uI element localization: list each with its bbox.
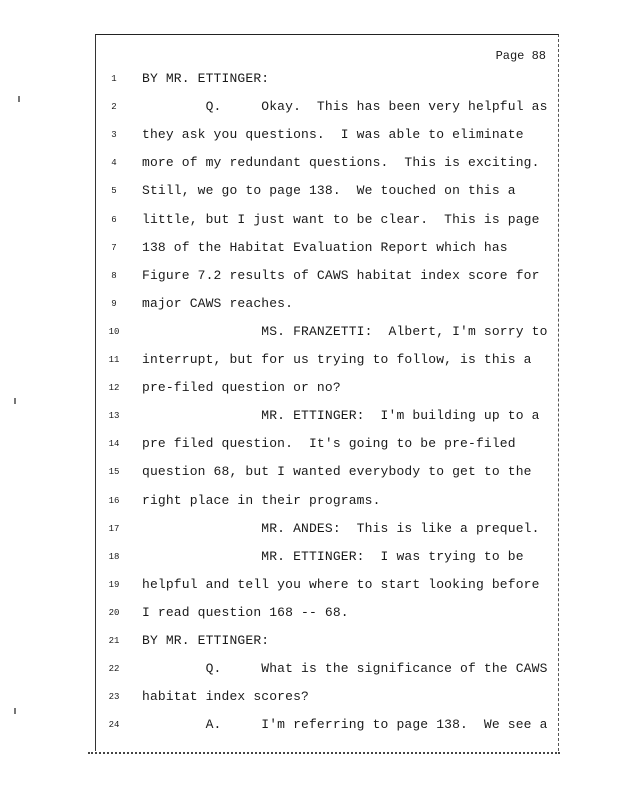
line-number: 8 <box>111 270 117 281</box>
line-text: BY MR. ETTINGER: <box>142 633 270 648</box>
line-number: 10 <box>108 326 120 337</box>
line-number: 13 <box>108 411 120 422</box>
line-number: 24 <box>108 720 120 731</box>
line-number: 3 <box>111 130 117 141</box>
scan-mark <box>14 398 16 404</box>
transcript-line <box>96 493 558 511</box>
line-number: 4 <box>111 158 117 169</box>
line-number: 17 <box>108 523 120 534</box>
line-text: pre filed question. It's going to be pre-filed <box>142 436 516 452</box>
transcript-line <box>96 717 558 735</box>
line-text: A. I'm referring to page 138. We see a <box>142 717 548 733</box>
line-number: 14 <box>108 439 120 450</box>
line-text: question 68, but I wanted everybody to get to the <box>142 464 532 480</box>
transcript-line <box>96 549 558 567</box>
transcript-line <box>96 577 558 595</box>
line-number: 7 <box>111 242 117 253</box>
transcript-line <box>96 324 558 342</box>
line-number: 9 <box>111 298 117 309</box>
transcript-line <box>96 380 558 398</box>
bottom-rule <box>88 752 560 754</box>
transcript-line <box>96 71 558 89</box>
transcript-line <box>96 689 558 707</box>
line-number: 21 <box>108 636 120 646</box>
line-number: 11 <box>108 355 120 365</box>
transcript-line <box>96 127 558 145</box>
transcript-line <box>96 464 558 482</box>
transcript-line <box>96 352 558 370</box>
line-text: 138 of the Habitat Evaluation Report which has <box>142 239 508 255</box>
transcript-line <box>96 268 558 286</box>
line-text: pre-filed question or no? <box>142 380 341 396</box>
line-text: MR. ETTINGER: I'm building up to a <box>142 408 540 424</box>
line-text: little, but I just want to be clear. This is page <box>142 211 540 227</box>
transcript-line <box>96 183 558 201</box>
line-number: 22 <box>108 664 120 675</box>
transcript-line <box>96 296 558 314</box>
transcript-line <box>96 436 558 454</box>
line-text: they ask you questions. I was able to eliminate <box>142 127 524 143</box>
line-number: 16 <box>108 495 120 506</box>
transcript-line <box>96 155 558 173</box>
line-text: Q. What is the significance of the CAWS <box>142 661 548 677</box>
line-number: 1 <box>111 74 117 84</box>
transcript-line <box>96 408 558 426</box>
line-text: helpful and tell you where to start looking before <box>142 576 540 592</box>
transcript-line <box>96 633 558 651</box>
line-number: 23 <box>108 692 120 703</box>
line-text: more of my redundant questions. This is exciting. <box>142 155 540 171</box>
line-number: 19 <box>108 579 120 590</box>
transcript-line <box>96 661 558 679</box>
line-text: right place in their programs. <box>142 492 381 508</box>
transcript-line <box>96 212 558 230</box>
line-number: 6 <box>111 214 117 225</box>
transcript-line <box>96 605 558 623</box>
line-text: MS. FRANZETTI: Albert, I'm sorry to <box>142 323 548 339</box>
line-text: habitat index scores? <box>142 689 309 705</box>
transcript-line <box>96 240 558 258</box>
page-number: Page 88 <box>495 49 546 63</box>
line-number: 15 <box>108 467 120 478</box>
line-text: I read question 168 -- 68. <box>142 604 349 620</box>
line-text: interrupt, but for us trying to follow, is this a <box>142 352 532 367</box>
line-text: MR. ANDES: This is like a prequel. <box>142 520 540 536</box>
transcript-line <box>96 521 558 539</box>
line-number: 5 <box>111 186 117 197</box>
scan-mark <box>14 708 16 714</box>
line-text: BY MR. ETTINGER: <box>142 71 270 86</box>
transcript-line <box>96 99 558 117</box>
line-text: Still, we go to page 138. We touched on this a <box>142 183 516 199</box>
line-number: 2 <box>111 102 117 113</box>
line-number: 12 <box>108 383 120 394</box>
line-number: 18 <box>108 551 120 562</box>
scan-mark <box>18 96 20 102</box>
line-text: Figure 7.2 results of CAWS habitat index score for <box>142 267 540 283</box>
line-text: MR. ETTINGER: I was trying to be <box>142 548 524 564</box>
line-text: major CAWS reaches. <box>142 295 294 311</box>
line-number: 20 <box>108 607 120 618</box>
line-text: Q. Okay. This has been very helpful as <box>142 99 548 115</box>
transcript-page <box>95 34 559 751</box>
